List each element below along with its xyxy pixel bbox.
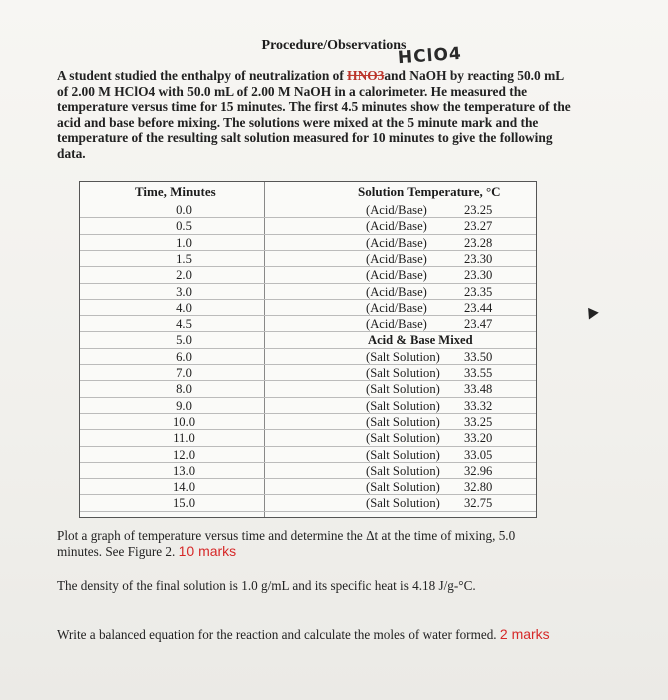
cell-solution: (Acid/Base)	[366, 268, 427, 283]
cell-solution: (Salt Solution)	[366, 447, 440, 462]
cell-temperature: 23.30	[464, 251, 493, 266]
header-temperature: Solution Temperature, °C	[358, 184, 501, 199]
cell-temperature: 23.25	[464, 203, 493, 217]
struck-formula: HNO3	[347, 68, 385, 83]
cell-solution: (Salt Solution)	[366, 398, 440, 413]
cell-time: 4.0	[176, 300, 192, 315]
cell-time: 1.0	[176, 235, 192, 250]
cell-time: 2.0	[176, 268, 192, 283]
cell-solution: (Acid/Base)	[366, 317, 427, 332]
cell-temperature: 23.27	[464, 219, 493, 234]
cell-temperature: 23.28	[464, 235, 493, 250]
cell-solution: (Acid/Base)	[366, 219, 427, 234]
cell-time: 5.0	[176, 333, 192, 348]
intro-paragraph	[57, 68, 577, 162]
cell-solution: (Acid/Base)	[366, 300, 427, 315]
cell-solution: Acid & Base Mixed	[368, 333, 473, 348]
intro-text-rest: and NaOH by reacting 50.0 mL of 2.00 M HClO4 with 50.0 mL of 2.00 M NaOH in a calorimeter. He measured the temperature versus time for 15 minutes. The first 4.5 minutes show the temperature of the acid and base before mixing. The solutions were mixed at the 5 minute mark and the temperature of the resulting salt solution measured for 10 minutes to give the following data.	[57, 68, 571, 161]
question-equation-text: Write a balanced equation for the reaction and calculate the moles of water formed.	[57, 627, 497, 642]
cell-time: 10.0	[172, 414, 196, 429]
handwritten-annotation: HClO4	[397, 43, 463, 69]
cell-time: 1.5	[176, 251, 192, 266]
cell-time: 11.0	[173, 431, 195, 446]
cell-temperature: 33.50	[464, 349, 493, 364]
cell-temperature: 23.44	[464, 300, 493, 315]
cell-solution: (Salt Solution)	[366, 414, 440, 429]
cell-time: 0.0	[176, 203, 192, 217]
question-density: The density of the final solution is 1.0 g/mL and its specific heat is 4.18 J/g-°C.	[57, 578, 476, 593]
cell-solution: (Salt Solution)	[366, 463, 440, 478]
cell-time: 6.0	[176, 349, 192, 364]
mouse-cursor-icon	[583, 304, 599, 319]
cell-temperature: 32.80	[464, 480, 493, 495]
header-time: Time, Minutes	[135, 184, 216, 199]
cell-temperature: 33.48	[464, 382, 493, 397]
question-equation-marks: 2 marks	[499, 626, 550, 642]
cell-temperature: 32.96	[464, 463, 493, 478]
cell-temperature: 33.20	[464, 431, 493, 446]
cell-time: 3.0	[176, 284, 192, 299]
cell-solution: (Salt Solution)	[366, 382, 440, 397]
cell-time: 0.5	[176, 219, 192, 234]
data-table	[79, 181, 537, 518]
cell-solution: (Acid/Base)	[366, 284, 427, 299]
cell-solution: (Salt Solution)	[366, 496, 440, 511]
cell-solution: (Salt Solution)	[366, 431, 440, 446]
cell-time: 12.0	[172, 447, 196, 462]
question-plot-marks: 10 marks	[178, 542, 237, 559]
cell-temperature: 23.47	[464, 317, 493, 332]
cell-temperature: 23.30	[464, 268, 493, 283]
cell-time: 13.0	[172, 463, 196, 478]
cell-solution: (Acid/Base)	[366, 251, 427, 266]
cell-time: 14.0	[172, 480, 196, 495]
cell-solution: (Salt Solution)	[366, 366, 440, 380]
question-plot	[57, 528, 547, 559]
page-heading: Procedure/Observations	[261, 38, 407, 53]
cell-temperature: 33.55	[464, 366, 493, 380]
cell-temperature: 23.35	[464, 284, 493, 299]
cell-temperature: 33.25	[464, 414, 493, 429]
cell-solution: (Salt Solution)	[366, 480, 440, 495]
column-divider	[264, 182, 265, 517]
cell-temperature: 33.05	[464, 447, 493, 462]
cell-time: 8.0	[176, 382, 192, 397]
question-equation	[57, 627, 617, 643]
cell-time: 9.0	[176, 398, 192, 413]
intro-text-start: A student studied the enthalpy of neutralization of	[57, 68, 348, 83]
cell-temperature: 32.75	[464, 496, 493, 511]
cell-time: 7.0	[176, 366, 192, 380]
cell-solution: (Acid/Base)	[366, 203, 427, 217]
cell-temperature: 33.32	[464, 398, 493, 413]
cell-solution: (Acid/Base)	[366, 235, 427, 250]
question-plot-text: Plot a graph of temperature versus time and determine the Δt at the time of mixing, 5.0 minutes. See Figure 2.	[57, 528, 516, 559]
cell-solution: (Salt Solution)	[366, 349, 440, 364]
cell-time: 15.0	[172, 496, 196, 511]
cell-time: 4.5	[176, 317, 192, 332]
